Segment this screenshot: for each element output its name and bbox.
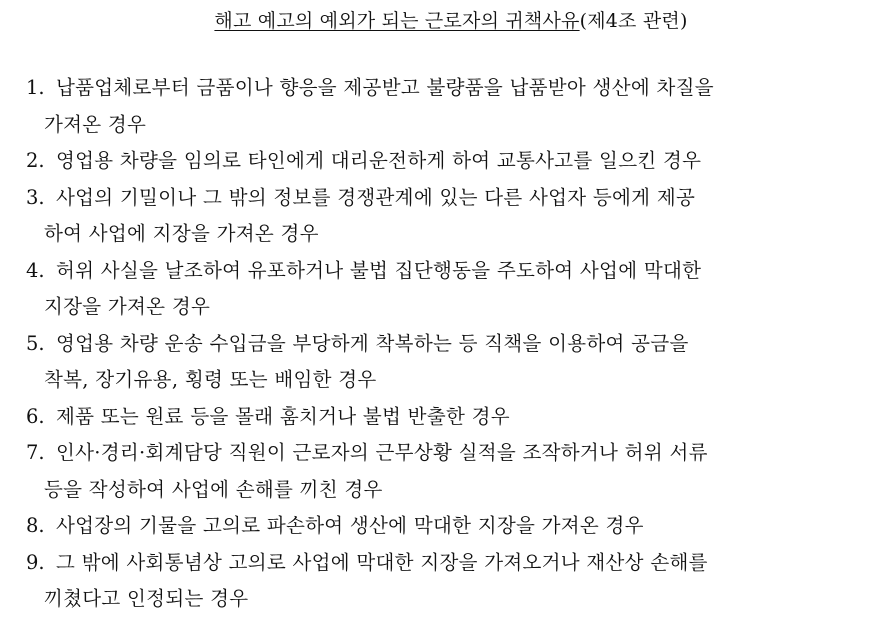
title-suffix: (제4조 관련): [579, 10, 688, 32]
item-text: [56, 399, 876, 436]
item-line: 가져온 경우: [44, 112, 147, 136]
item-number: 8.: [26, 514, 45, 537]
list-item-3: [26, 180, 876, 253]
item-number: 5.: [26, 331, 45, 355]
item-text: [44, 326, 876, 399]
item-text: [56, 508, 876, 545]
list-item-8: [26, 508, 876, 545]
list-item-7: [26, 435, 876, 508]
item-line: 영업용 차량 운송 수입금을 부당하게 착복하는 등 직책을 이용하여 공금을: [56, 331, 689, 355]
list-item-4: [26, 253, 876, 326]
item-line: 착복, 장기유용, 횡령 또는 배임한 경우: [44, 368, 377, 391]
item-number: 4.: [26, 258, 45, 282]
item-number: 7.: [26, 441, 45, 464]
reason-list: [26, 70, 876, 618]
item-number: 1.: [26, 76, 45, 99]
list-item-1: [26, 70, 876, 143]
list-item-9: [26, 545, 876, 618]
list-item-2: [26, 143, 876, 180]
item-number: 2.: [26, 149, 45, 172]
item-line: 등을 작성하여 사업에 손해를 끼친 경우: [44, 477, 383, 501]
item-number: 9.: [26, 550, 45, 574]
item-line: 제품 또는 원료 등을 몰래 훔치거나 불법 반출한 경우: [56, 404, 510, 428]
item-text: [56, 143, 876, 180]
item-text: [44, 253, 876, 326]
item-line: 지장을 가져온 경우: [44, 295, 211, 318]
item-number: 6.: [26, 404, 45, 428]
item-text: [44, 435, 876, 508]
item-text: [44, 70, 876, 143]
title-main: 해고 예고의 예외가 되는 근로자의 귀책사유: [214, 10, 580, 32]
item-line: 그 밖에 사회통념상 고의로 사업에 막대한 지장을 가져오거나 재산상 손해를: [56, 550, 708, 574]
item-line: 끼쳤다고 인정되는 경우: [44, 587, 249, 610]
item-text: [44, 545, 876, 618]
item-line: 허위 사실을 날조하여 유포하거나 불법 집단행동을 주도하여 사업에 막대한: [56, 258, 702, 282]
item-text: [44, 180, 876, 253]
item-line: 사업의 기밀이나 그 밖의 정보를 경쟁관계에 있는 다른 사업자 등에게 제공: [56, 185, 696, 209]
item-line: 인사·경리·회계담당 직원이 근로자의 근무상황 실적을 조작하거나 허위 서류: [56, 441, 708, 464]
item-line: 사업장의 기물을 고의로 파손하여 생산에 막대한 지장을 가져온 경우: [56, 514, 644, 537]
document-title: [26, 8, 876, 34]
list-item-5: [26, 326, 876, 399]
item-line: 납품업체로부터 금품이나 향응을 제공받고 불량품을 납품받아 생산에 차질을: [56, 76, 714, 99]
item-line: 하여 사업에 지장을 가져온 경우: [44, 222, 319, 245]
item-line: 영업용 차량을 임의로 타인에게 대리운전하게 하여 교통사고를 일으킨 경우: [56, 149, 702, 172]
item-number: 3.: [26, 185, 45, 209]
list-item-6: [26, 399, 876, 436]
